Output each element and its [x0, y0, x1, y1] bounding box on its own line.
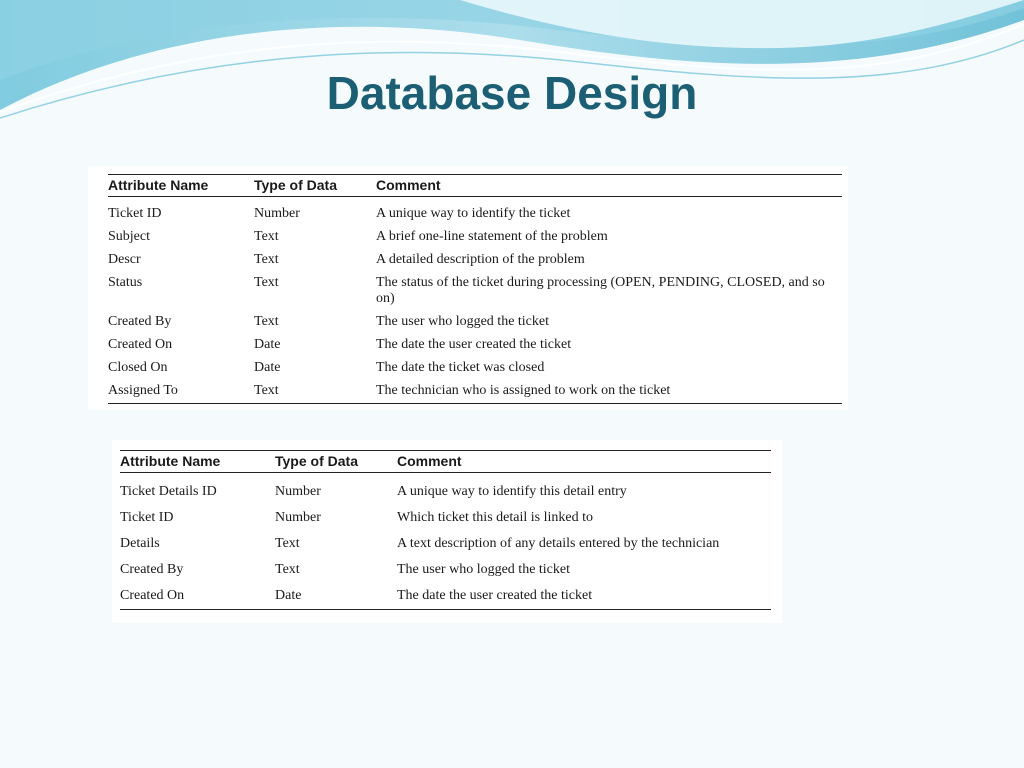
comment-cell: A text description of any details entered by the technician — [397, 536, 720, 551]
attribute-name-cell: Created On — [120, 587, 275, 610]
table-row — [120, 535, 771, 561]
attribute-name-cell: Ticket ID — [108, 206, 162, 221]
comment-cell: The date the user created the ticket — [376, 337, 572, 352]
table-header-row — [108, 175, 842, 197]
attribute-name-cell: Closed On — [108, 360, 168, 375]
column-header-comment: Comment — [376, 175, 842, 197]
table-row — [108, 360, 842, 383]
attribute-name-cell: Subject — [108, 229, 150, 244]
column-header-attribute-name: Attribute Name — [120, 451, 275, 473]
table-row — [120, 561, 771, 587]
type-cell: Text — [254, 252, 279, 267]
attribute-name-cell: Status — [108, 275, 143, 290]
ticket-details-table-figure — [112, 440, 782, 623]
table-row — [120, 509, 771, 535]
comment-cell: The technician who is assigned to work on the ticket — [376, 383, 842, 404]
table-row — [108, 383, 842, 404]
table-row — [108, 197, 842, 230]
type-cell: Text — [254, 314, 279, 329]
attribute-name-cell: Created By — [120, 562, 184, 577]
table-header-row — [120, 451, 771, 473]
comment-cell: A unique way to identify this detail entry — [397, 484, 627, 499]
type-cell: Text — [275, 562, 300, 577]
ticket-details-attributes-table — [120, 450, 771, 610]
ticket-table-figure — [88, 166, 848, 410]
table-row — [108, 337, 842, 360]
column-header-type-of-data: Type of Data — [275, 451, 397, 473]
comment-cell: A detailed description of the problem — [376, 252, 585, 267]
comment-cell: A brief one-line statement of the problem — [376, 229, 608, 244]
type-cell: Text — [254, 229, 279, 244]
comment-cell: Which ticket this detail is linked to — [397, 510, 593, 525]
ticket-attributes-table — [108, 174, 842, 404]
comment-cell: A unique way to identify the ticket — [376, 206, 571, 221]
attribute-name-cell: Created On — [108, 337, 173, 352]
table-row — [108, 275, 842, 314]
attribute-name-cell: Ticket ID — [120, 510, 174, 525]
attribute-name-cell: Assigned To — [108, 383, 254, 404]
type-cell: Text — [275, 536, 300, 551]
column-header-comment: Comment — [397, 451, 771, 473]
comment-cell: The user who logged the ticket — [376, 314, 550, 329]
comment-cell: The date the user created the ticket — [397, 587, 771, 610]
table-row — [108, 252, 842, 275]
attribute-name-cell: Details — [120, 536, 160, 551]
comment-cell: The status of the ticket during processing (OPEN, PENDING, CLOSED, and so on) — [376, 275, 825, 306]
type-cell: Date — [254, 337, 281, 352]
type-cell: Text — [254, 275, 279, 290]
table-row — [108, 229, 842, 252]
type-cell: Date — [254, 360, 281, 375]
attribute-name-cell: Descr — [108, 252, 141, 267]
table-row — [120, 587, 771, 610]
comment-cell: The user who logged the ticket — [397, 562, 571, 577]
type-cell: Number — [275, 484, 321, 499]
comment-cell: The date the ticket was closed — [376, 360, 545, 375]
column-header-attribute-name: Attribute Name — [108, 175, 254, 197]
type-cell: Text — [254, 383, 376, 404]
attribute-name-cell: Created By — [108, 314, 172, 329]
table-row — [108, 314, 842, 337]
type-cell: Number — [254, 206, 300, 221]
column-header-type-of-data: Type of Data — [254, 175, 376, 197]
slide-title: Database Design — [326, 67, 698, 119]
table-row — [120, 473, 771, 510]
type-cell: Date — [275, 587, 397, 610]
type-cell: Number — [275, 510, 321, 525]
attribute-name-cell: Ticket Details ID — [120, 484, 217, 499]
